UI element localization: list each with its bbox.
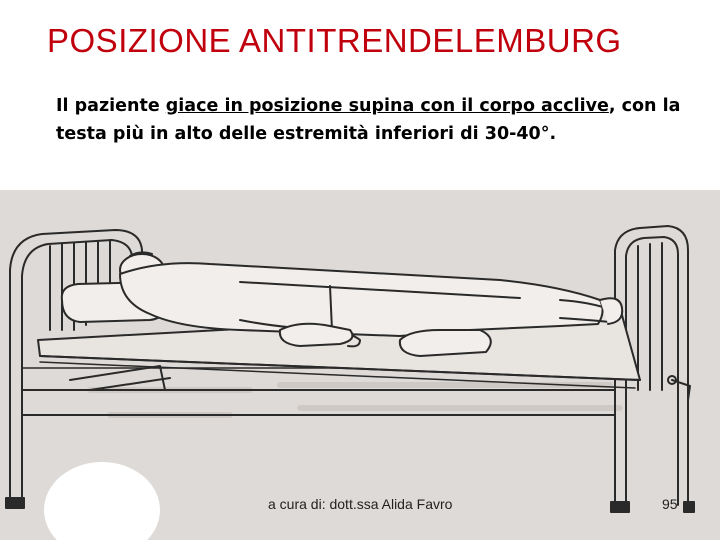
slide-title: POSIZIONE ANTITRENDELEMBURG <box>47 22 622 59</box>
body-text-part1: Il paziente <box>56 96 166 116</box>
slide-footer <box>0 494 720 518</box>
body-text-part3: , con la testa più in alto delle estremità inferiori di 30-40°. <box>56 96 681 144</box>
body-text-underlined: giace in posizione supina con il corpo acclive <box>165 96 609 116</box>
footer-author: a cura di: dott.ssa Alida Favro <box>268 496 453 512</box>
page-number: 95 <box>662 496 678 512</box>
slide-body-text <box>56 92 696 148</box>
